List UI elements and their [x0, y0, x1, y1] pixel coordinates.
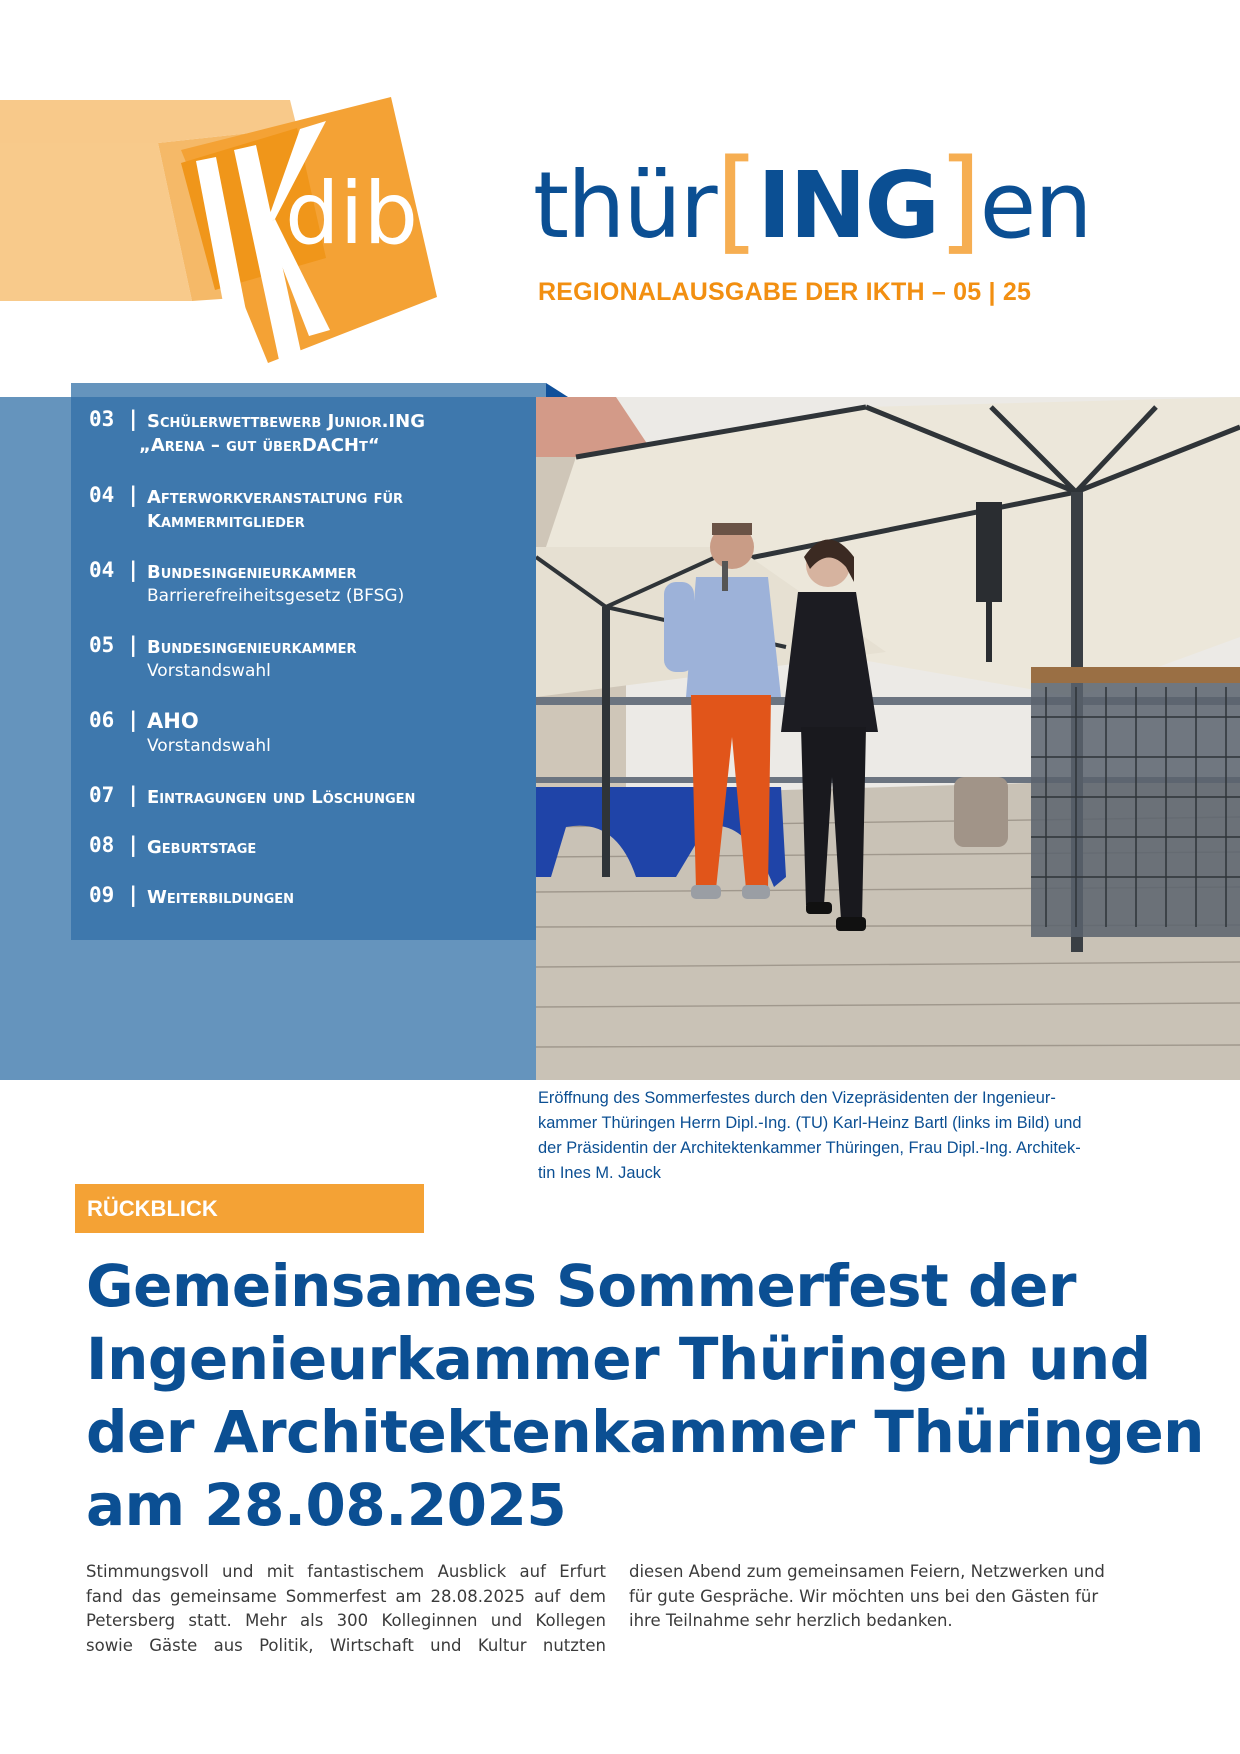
article-body-column-2	[629, 1560, 1149, 1634]
headline-line: am 28.08.2025	[86, 1471, 567, 1539]
toc-subtitle: Vorstandswahl	[147, 736, 271, 756]
brand-highlight: ING	[757, 151, 938, 259]
body-line: ihre Teilnahme sehr herzlich bedanken.	[629, 1611, 953, 1630]
body-line: Stimmungsvoll und mit fantastischem Ausblick auf Erfurt	[86, 1562, 606, 1581]
toc-page-number: 06 |	[89, 708, 140, 732]
caption-line: Eröffnung des Sommerfestes durch den Vizepräsidenten der Ingenieur-	[538, 1089, 1056, 1107]
toc-title: Eintragungen und Löschungen	[147, 787, 416, 808]
toc-title-line2: „Arena – gut überDACHt“	[139, 435, 380, 456]
brand-title	[533, 136, 1091, 266]
brand-suffix: en	[979, 151, 1091, 259]
article-headline	[86, 1250, 1204, 1542]
toc-page-number: 08 |	[89, 833, 140, 857]
caption-line: der Präsidentin der Architektenkammer Thüringen, Frau Dipl.-Ing. Architek-	[538, 1139, 1081, 1157]
body-line: Petersberg statt. Mehr als 300 Kolleginnen und Kollegen	[86, 1611, 606, 1630]
section-label-rueckblick: RÜCKBLICK	[75, 1184, 424, 1233]
event-photo	[536, 397, 1240, 1080]
toc-top-strip	[71, 383, 546, 397]
headline-line: der Architektenkammer Thüringen	[86, 1398, 1204, 1466]
caption-line: tin Ines M. Jauck	[538, 1164, 661, 1182]
toc-title: Bundesingenieurkammer	[147, 637, 357, 658]
toc-title: AHO	[147, 709, 199, 733]
toc-subtitle: Vorstandswahl	[147, 661, 271, 681]
toc-page-number: 03 |	[89, 407, 140, 431]
toc-page-number: 07 |	[89, 783, 140, 807]
bracket-close: ]	[937, 136, 980, 266]
body-line: fand das gemeinsame Sommerfest am 28.08.2025 auf dem	[86, 1586, 606, 1606]
article-body-column-1	[86, 1560, 606, 1658]
toc-title: Afterworkveranstaltung für	[147, 487, 404, 508]
body-line: sowie Gäste aus Politik, Wirtschaft und Kultur nutzten	[86, 1635, 606, 1655]
toc-title: Bundesingenieurkammer	[147, 562, 357, 583]
logo-dib-text: dib	[285, 164, 419, 264]
toc-subtitle: Barrierefreiheitsgesetz (BFSG)	[147, 586, 405, 606]
headline-line: Ingenieurkammer Thüringen und	[86, 1325, 1151, 1393]
caption-line: kammer Thüringen Herrn Dipl.-Ing. (TU) Karl-Heinz Bartl (links im Bild) und	[538, 1114, 1082, 1132]
toc-title: Weiterbildungen	[147, 887, 295, 908]
table-of-contents	[71, 397, 536, 940]
corner-triangle-decoration	[546, 383, 568, 397]
toc-page-number: 04 |	[89, 483, 140, 507]
toc-page-number: 09 |	[89, 883, 140, 907]
body-line: für gute Gespräche. Wir möchten uns bei den Gästen für	[629, 1586, 1099, 1606]
toc-title: Geburtstage	[147, 837, 257, 858]
toc-title: Schülerwettbewerb Junior.ING	[147, 411, 425, 432]
headline-line: Gemeinsames Sommerfest der	[86, 1252, 1076, 1320]
photo-illustration	[536, 397, 1240, 1080]
body-line: diesen Abend zum gemeinsamen Feiern, Netzwerken und	[629, 1562, 1105, 1581]
toc-page-number: 05 |	[89, 633, 140, 657]
issue-subtitle: REGIONALAUSGABE DER IKTH – 05 | 25	[538, 278, 1032, 306]
toc-page-number: 04 |	[89, 558, 140, 582]
photo-caption	[538, 1086, 1158, 1186]
ikdib-logo	[0, 90, 540, 380]
bracket-open: [	[715, 136, 758, 266]
toc-title-line2: Kammermitglieder	[147, 511, 305, 532]
brand-prefix: thür	[533, 151, 716, 259]
